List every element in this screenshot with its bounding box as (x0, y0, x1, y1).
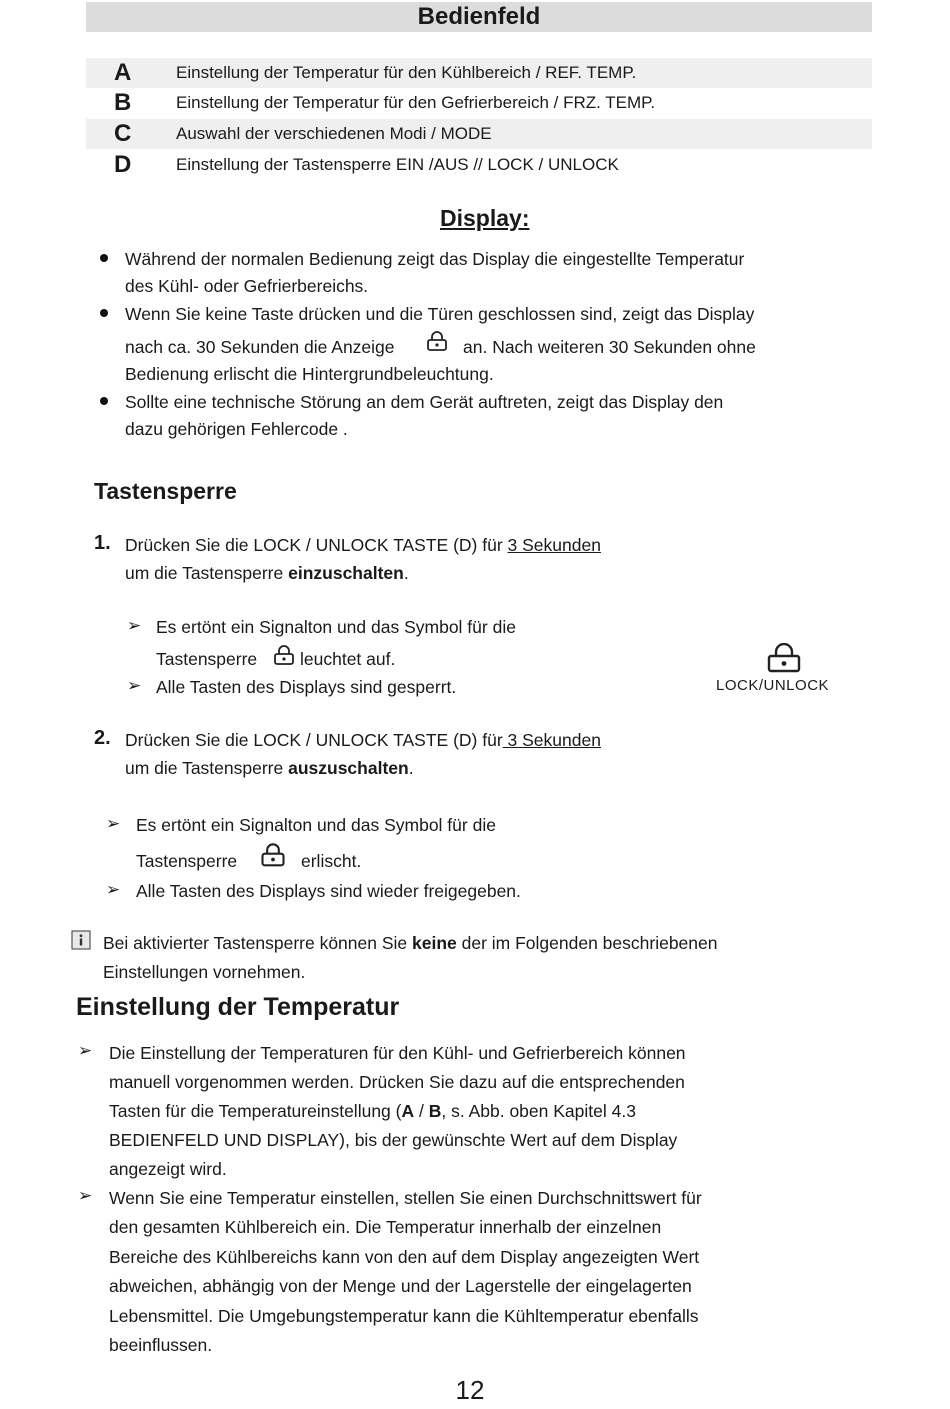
lock-unlock-label: LOCK/UNLOCK (716, 677, 830, 694)
arrow-bullet-icon: ➢ (106, 814, 121, 833)
step-1-arrow-2: Alle Tasten des Displays sind gesperrt. (156, 677, 457, 697)
step-1-number: 1. (94, 532, 111, 554)
display-bullet-2-line-2a: nach ca. 30 Sekunden die Anzeige (125, 337, 395, 357)
control-text: Einstellung der Tastensperre EIN /AUS // LOCK / UNLOCK (176, 155, 619, 174)
page-number: 12 (455, 1375, 485, 1405)
lock-section-heading: Tastensperre (94, 478, 237, 504)
display-bullet-3-line-1: Sollte eine technische Störung an dem Gerät auftreten, zeigt das Display den (125, 392, 724, 412)
duration-text: 3 Sekunden (507, 535, 601, 555)
bullet-icon (100, 254, 108, 262)
temperature-paragraph-1: Die Einstellung der Temperaturen für den Kühl- und Gefrierbereich können manuell vorgenommen werden. Drücken Sie dazu auf die entsprechenden Tasten für die Temperatureinstellung (A / B, s. Abb. oben Kapitel 4.3 BEDIENFELD UND DISPLAY), bis der gewünschte Wert auf dem Display angezeigt wird. (109, 1043, 686, 1179)
control-text: Einstellung der Temperatur für den Gefrierbereich / FRZ. TEMP. (176, 93, 656, 112)
step-1-line-2: um die Tastensperre einzuschalten. (125, 563, 409, 583)
temperature-heading: Einstellung der Temperatur (76, 993, 400, 1021)
lock-button-icon (766, 643, 802, 675)
arrow-bullet-icon: ➢ (106, 880, 121, 899)
lock-icon (426, 330, 448, 354)
info-icon (71, 930, 91, 950)
arrow-bullet-icon: ➢ (78, 1041, 93, 1060)
step-2-arrow-1-line-2b: erlischt. (301, 851, 362, 871)
step-2-line-1: Drücken Sie die LOCK / UNLOCK TASTE (D) für 3 Sekunden (125, 730, 601, 750)
control-row-a (86, 58, 872, 88)
step-2-arrow-2: Alle Tasten des Displays sind wieder freigegeben. (136, 881, 521, 901)
bullet-icon (100, 397, 108, 405)
control-row-d (86, 150, 872, 180)
control-row-c (86, 119, 872, 149)
display-bullet-3-line-2: dazu gehörigen Fehlercode . (125, 419, 348, 439)
control-text: Auswahl der verschiedenen Modi / MODE (176, 124, 492, 143)
info-line-2: Einstellungen vornehmen. (103, 962, 306, 982)
control-letter: D (114, 151, 132, 178)
step-2-arrow-1-line-2a: Tastensperre (136, 851, 238, 871)
duration-text: 3 Sekunden (502, 730, 601, 750)
display-bullet-2-line-1: Wenn Sie keine Taste drücken und die Türen geschlossen sind, zeigt das Display (125, 304, 755, 324)
control-letter: C (114, 120, 132, 147)
arrow-bullet-icon: ➢ (127, 616, 142, 635)
step-1-line-1: Drücken Sie die LOCK / UNLOCK TASTE (D) für 3 Sekunden (125, 535, 601, 555)
arrow-bullet-icon: ➢ (78, 1186, 93, 1205)
display-bullet-1-line-2: des Kühl- oder Gefrierbereichs. (125, 276, 369, 296)
temperature-paragraph-2: Wenn Sie eine Temperatur einstellen, stellen Sie einen Durchschnittswert für den gesamten Kühlbereich ein. Die Temperatur innerhalb der einzelnen Bereiche des Kühlbereichs kann von den auf dem Display angezeigten Wert abweichen, abhängig von der Menge und der Lagerstelle der eingelagerten Lebensmittel. Die Umgebungstemperatur kann die Kühltemperatur ebenfalls beeinflussen. (109, 1188, 702, 1356)
step-1-arrow-1-line-1: Es ertönt ein Signalton und das Symbol für die (156, 617, 516, 637)
display-bullet-2-line-3: Bedienung erlischt die Hintergrundbeleuchtung. (125, 364, 494, 384)
arrow-bullet-icon: ➢ (127, 676, 142, 695)
control-row-b (86, 88, 872, 118)
control-text: Einstellung der Temperatur für den Kühlbereich / REF. TEMP. (176, 63, 637, 82)
control-letter: B (114, 89, 132, 116)
step-1-arrow-1-line-2a: Tastensperre (156, 649, 258, 669)
step-1-arrow-1-line-2b: leuchtet auf. (300, 649, 396, 669)
page-title: Bedienfeld (86, 2, 872, 32)
display-bullet-2-line-2b: an. Nach weiteren 30 Sekunden ohne (463, 337, 756, 357)
lock-icon (273, 644, 295, 668)
info-line-1: Bei aktivierter Tastensperre können Sie keine der im Folgenden beschriebenen (103, 933, 718, 953)
display-bullet-1-line-1: Während der normalen Bedienung zeigt das Display die eingestellte Temperatur (125, 249, 745, 269)
display-heading: Display: (440, 205, 530, 231)
bullet-icon (100, 309, 108, 317)
control-letter: A (114, 59, 132, 86)
step-2-line-2: um die Tastensperre auszuschalten. (125, 758, 414, 778)
lock-icon (260, 842, 286, 870)
step-2-arrow-1-line-1: Es ertönt ein Signalton und das Symbol für die (136, 815, 496, 835)
step-2-number: 2. (94, 727, 111, 749)
